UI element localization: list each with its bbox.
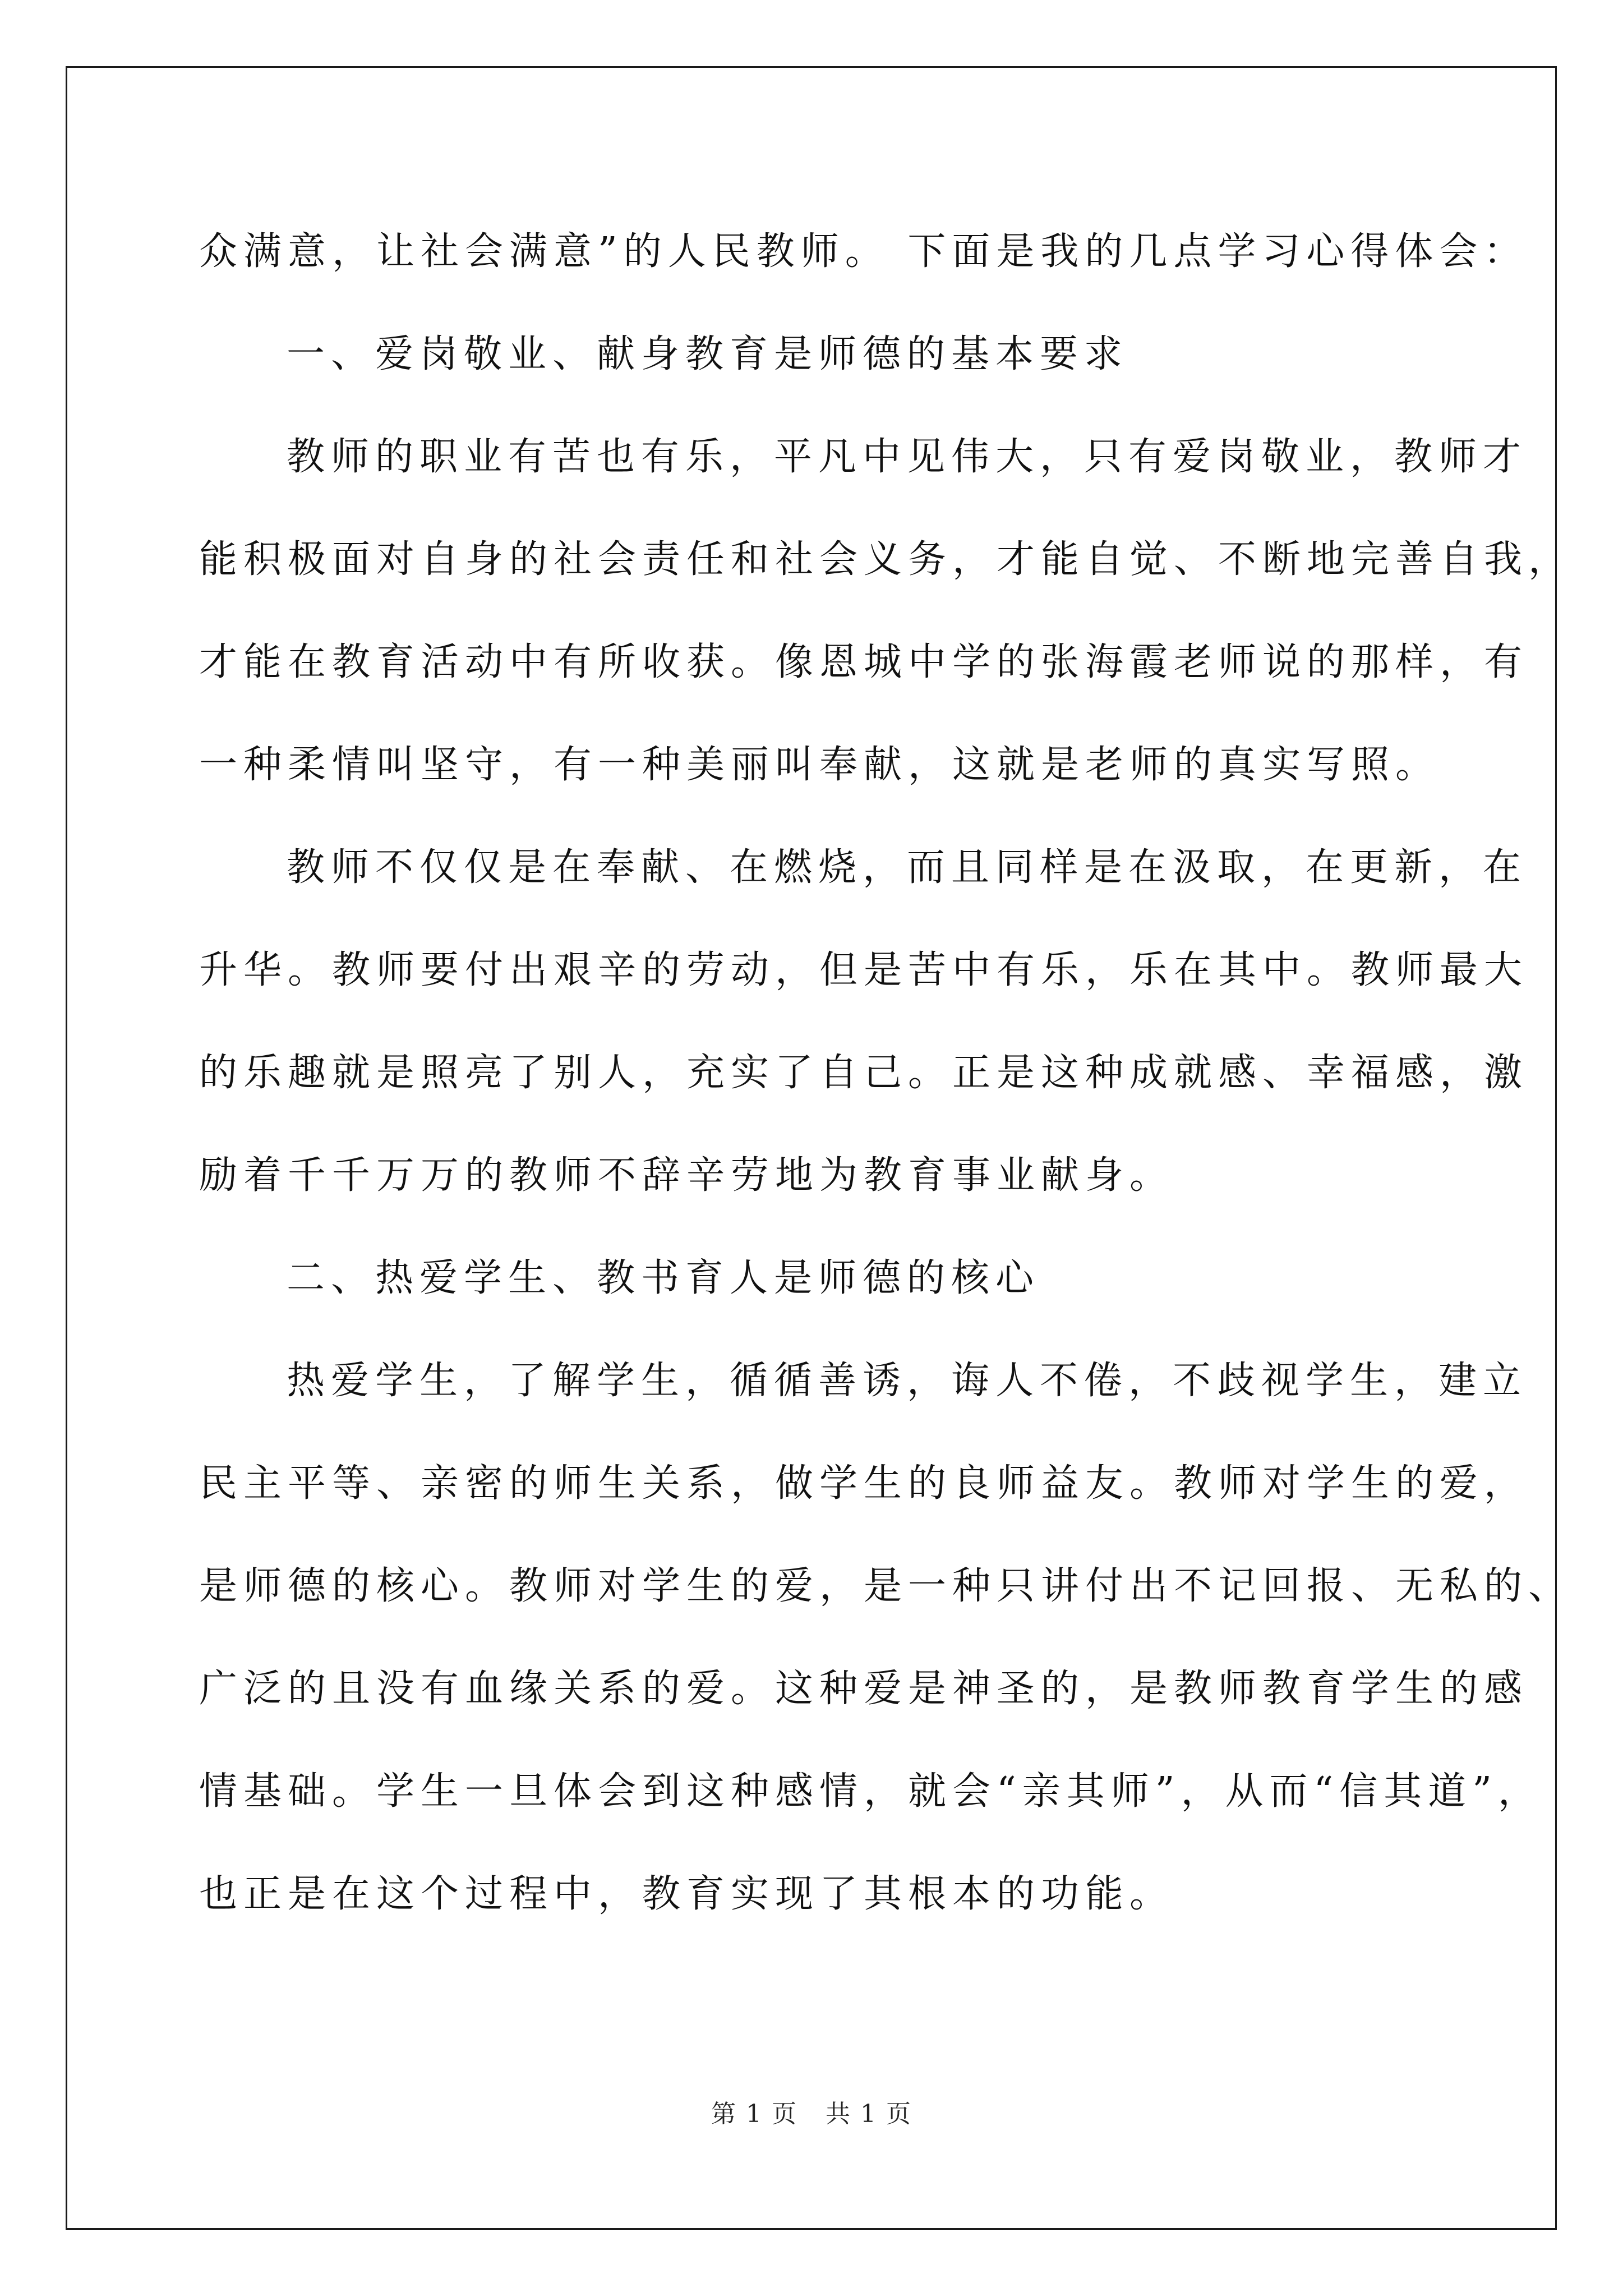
text-line: 教师的职业有苦也有乐，平凡中见伟大，只有爱岗敬业，教师才 (287, 435, 1528, 479)
text-line: 励着千千万万的教师不辞辛劳地为教育事业献身。 (199, 1153, 1174, 1198)
text-line: 众满意，让社会满意”的人民教师。 下面是我的几点学习心得体会： (199, 229, 1528, 274)
text-line: 教师不仅仅是在奉献、在燃烧，而且同样是在汲取，在更新，在 (287, 845, 1528, 890)
text-line: 升华。教师要付出艰辛的劳动，但是苦中有乐，乐在其中。教师最大 (199, 948, 1529, 992)
text-line: 民主平等、亲密的师生关系，做学生的良师益友。教师对学生的爱， (199, 1461, 1529, 1506)
page-number: 第 1 页 (711, 2100, 797, 2128)
section-heading-1: 一、爱岗敬业、献身教育是师德的基本要求 (287, 332, 1129, 376)
text-line: 能积极面对自身的社会责任和社会义务，才能自觉、不断地完善自我， (199, 537, 1573, 582)
text-line: 也正是在这个过程中，教育实现了其根本的功能。 (199, 1872, 1174, 1916)
text-line: 一种柔情叫坚守，有一种美丽叫奉献，这就是老师的真实写照。 (199, 743, 1440, 787)
text-line: 广泛的且没有血缘关系的爱。这种爱是神圣的，是教师教育学生的感 (199, 1667, 1529, 1711)
text-line: 情基础。学生一旦体会到这种感情，就会“亲其师”，从而“信其道”， (199, 1769, 1543, 1814)
text-line: 才能在教育活动中有所收获。像恩城中学的张海霞老师说的那样，有 (199, 640, 1529, 684)
page-total: 共 1 页 (826, 2100, 912, 2128)
text-line: 的乐趣就是照亮了别人，充实了自己。正是这种成就感、幸福感，激 (199, 1051, 1529, 1095)
text-line: 是师德的核心。教师对学生的爱，是一种只讲付出不记回报、无私的、 (199, 1564, 1573, 1608)
page-footer (0, 2093, 1623, 2129)
text-line: 热爱学生，了解学生，循循善诱，诲人不倦，不歧视学生，建立 (287, 1359, 1528, 1403)
section-heading-2: 二、热爱学生、教书育人是师德的核心 (287, 1256, 1040, 1300)
document-body (199, 200, 1573, 1945)
